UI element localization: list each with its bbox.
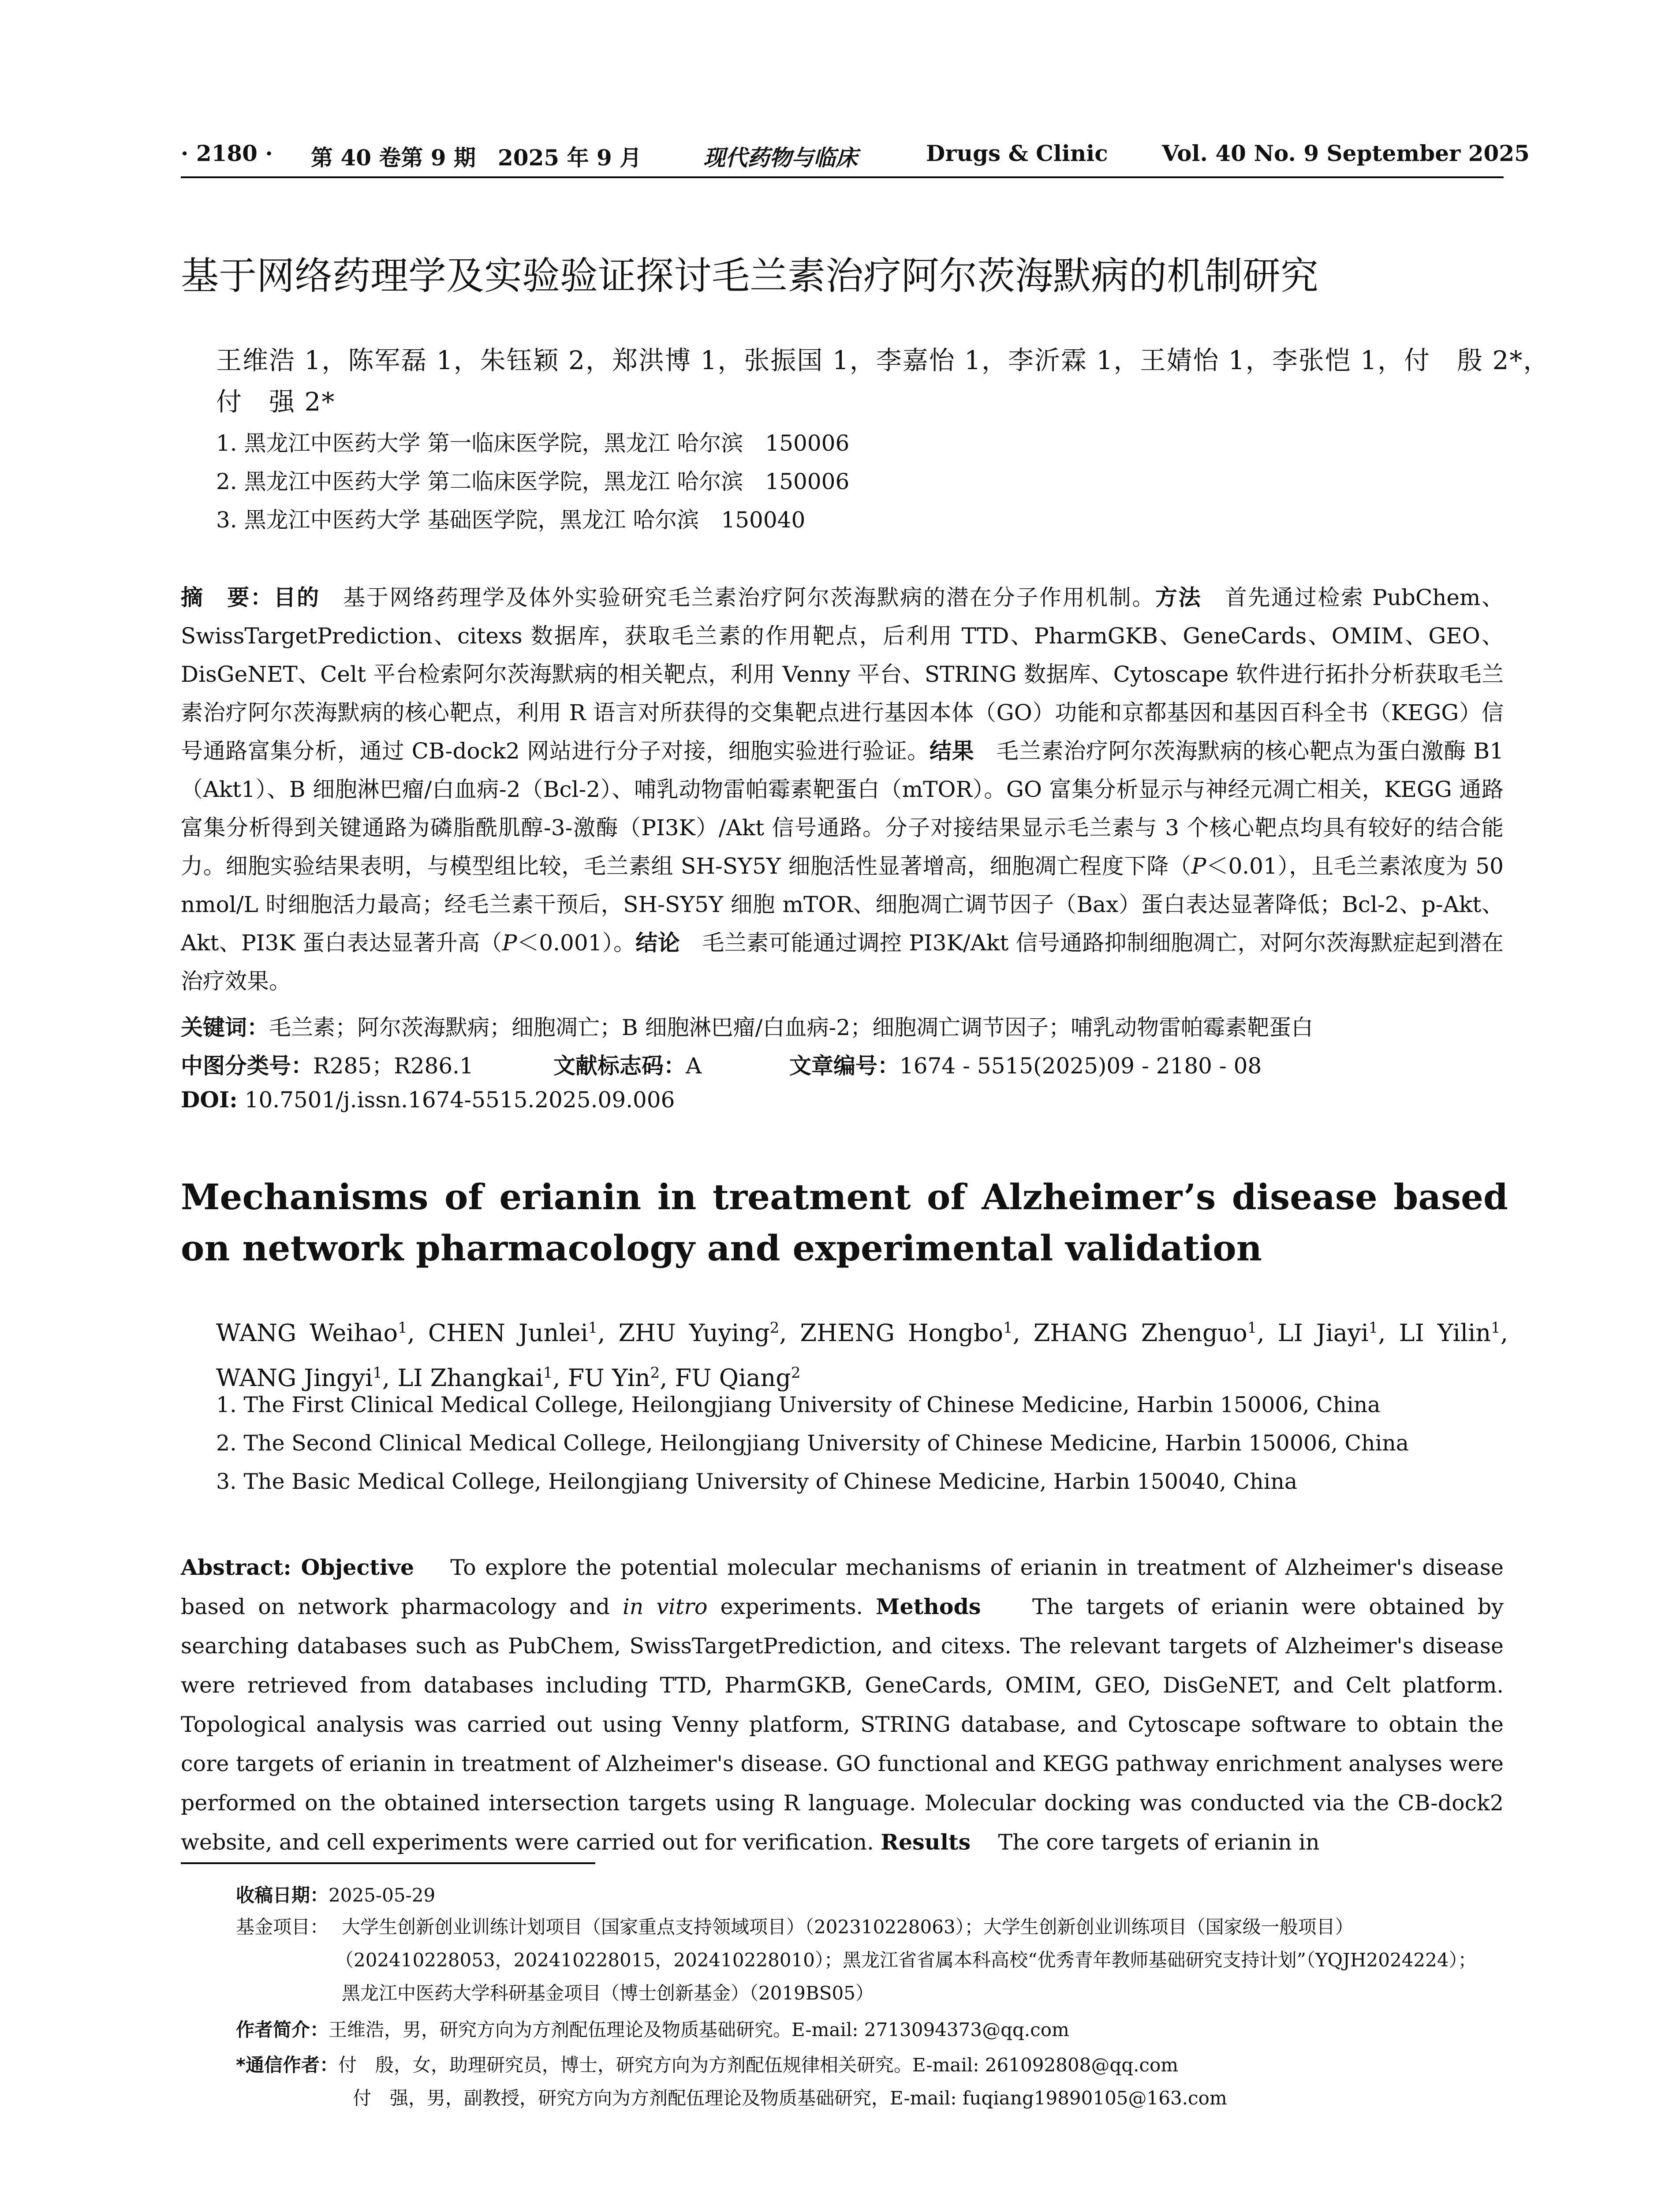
fund-line: 大学生创新创业训练计划项目（国家重点支持领域项目）（202310228063）；大学生创新创业训练项目（国家级一般项目） bbox=[342, 1916, 1354, 1938]
en-in-vitro: in vitro bbox=[623, 1594, 708, 1619]
p-symbol: P bbox=[502, 930, 517, 956]
p-symbol: P bbox=[1191, 853, 1206, 879]
cn-article-no-value: 1674 - 5515(2025)09 - 2180 - 08 bbox=[900, 1053, 1262, 1079]
cn-clc bbox=[181, 1048, 474, 1080]
en-methods-text: The targets of erianin were obtained by searching databases such as PubChem, SwissTargetPrediction, and citexs. The relevant targets of Alzheimer's disease were retrieved from databases including TTD, PharmGKB, GeneCards, OMIM, GEO, DisGeNET, and Celt platform. Topological analysis was carried out using Venny platform, STRING database, and Cytoscape software to obtain the core targets of erianin in treatment of Alzheimer's disease. GO functional and KEGG pathway enrichment analyses were performed on the obtained intersection targets using R language. Molecular docking was conducted via the CB-dock2 website, and cell experiments were carried out for verification. bbox=[181, 1594, 1504, 1855]
en-abstract-label: Abstract: Objective bbox=[181, 1555, 414, 1580]
cn-results-text: ＜0.01），且毛兰素浓度为 50 nmol/L 时细胞活力最高；经毛兰素干预后，SH-SY5Y 细胞 mTOR、细胞凋亡调节因子（Bax）蛋白表达显著降低；Bcl-2、p-Akt、Akt、PI3K 蛋白表达显著升高（ bbox=[181, 853, 1504, 956]
cn-methods-text: 首先通过检索 PubChem、SwissTargetPrediction、citexs 数据库，获取毛兰素的作用靶点，后利用 TTD、PharmGKB、GeneCards、OMIM、GEO、DisGeNET、Celt 平台检索阿尔茨海默病的相关靶点，利用 Venny 平台、STRING 数据库、Cytoscape 软件进行拓扑分析获取毛兰素治疗阿尔茨海默病的核心靶点，利用 R 语言对所获得的交集靶点进行基因本体（GO）功能和京都基因和基因百科全书（KEGG）信号通路富集分析，通过 CB-dock2 网站进行分子对接，细胞实验进行验证。 bbox=[181, 585, 1504, 764]
cn-conclusion-text: 毛兰素可能通过调控 PI3K/Akt 信号通路抑制细胞凋亡，对阿尔茨海默症起到潜在治疗效果。 bbox=[181, 930, 1504, 994]
en-author-name: CHEN Junlei bbox=[428, 1319, 588, 1347]
en-author-name: FU Qiang bbox=[675, 1364, 791, 1392]
footnote-fund-label: 基金项目： bbox=[236, 1916, 329, 1938]
en-author bbox=[675, 1364, 801, 1392]
en-author bbox=[1399, 1319, 1501, 1347]
issue-info: 第 40 卷第 9 期 2025 年 9 月 bbox=[311, 145, 642, 171]
journal-name-cn: 现代药物与临床 bbox=[703, 145, 858, 171]
cn-doi-value: 10.7501/j.issn.1674-5515.2025.09.006 bbox=[244, 1087, 675, 1113]
en-author-name: FU Yin bbox=[567, 1364, 650, 1392]
volume-info-en: Vol. 40 No. 9 September 2025 bbox=[1162, 140, 1530, 166]
en-author-name: ZHANG Zhenguo bbox=[1033, 1319, 1247, 1347]
en-author-affiliation-mark: 1 bbox=[398, 1319, 407, 1337]
footnote-rule bbox=[181, 1862, 595, 1864]
en-author-affiliation-mark: 1 bbox=[1491, 1319, 1501, 1337]
footnote-corresponding bbox=[236, 2051, 1178, 2077]
en-abstract bbox=[181, 1548, 1504, 1862]
cn-affiliation: 2. 黑龙江中医药大学 第二临床医学院，黑龙江 哈尔滨 150006 bbox=[216, 469, 850, 494]
cn-keywords bbox=[181, 1010, 1313, 1042]
cn-title: 基于网络药理学及实验验证探讨毛兰素治疗阿尔茨海默病的机制研究 bbox=[181, 254, 1318, 298]
en-author-affiliation-mark: 1 bbox=[373, 1364, 383, 1382]
journal-name-en: Drugs & Clinic bbox=[926, 140, 1108, 166]
cn-doc-code-label: 文献标志码： bbox=[553, 1053, 686, 1079]
cn-results-text: 毛兰素治疗阿尔茨海默病的核心靶点为蛋白激酶 B1（Akt1）、B 细胞淋巴瘤/白血病-2（Bcl-2）、哺乳动物雷帕霉素靶蛋白（mTOR）。GO 富集分析显示与神经元凋亡相关，KEGG 通路富集分析得到关键通路为磷脂酰肌醇-3-激酶（PI3K）/Akt 信号通路。分子对接结果显示毛兰素与 3 个核心靶点均具有较好的结合能力。细胞实验结果表明，与模型组比较，毛兰素组 SH-SY5Y 细胞活性显著增高，细胞凋亡程度下降（ bbox=[181, 738, 1504, 879]
en-author-affiliation-mark: 1 bbox=[588, 1319, 598, 1337]
fund-line: （202410228053，202410228015，202410228010）；黑龙江省省属本科高校“优秀青年教师基础研究支持计划”（YQJH2024224）； bbox=[335, 1949, 1477, 1971]
en-author-name: LI Zhangkai bbox=[397, 1364, 543, 1392]
cn-methods-label: 方法 bbox=[1155, 585, 1202, 610]
cn-doc-code-value: A bbox=[686, 1053, 702, 1079]
cn-keywords-text: 毛兰素；阿尔茨海默病；细胞凋亡；B 细胞淋巴瘤/白血病-2；细胞凋亡调节因子；哺乳动物雷帕霉素靶蛋白 bbox=[269, 1015, 1314, 1040]
cn-affiliation: 3. 黑龙江中医药大学 基础医学院，黑龙江 哈尔滨 150040 bbox=[216, 507, 806, 533]
en-author-name: LI Yilin bbox=[1399, 1319, 1491, 1347]
en-author-affiliation-mark: 2 bbox=[791, 1364, 801, 1382]
cn-doi bbox=[181, 1087, 675, 1113]
cn-abstract bbox=[181, 579, 1504, 1001]
en-author bbox=[216, 1364, 382, 1392]
cn-results-text: ＜0.001）。 bbox=[517, 930, 636, 956]
cn-abstract-label: 摘 要： bbox=[181, 585, 274, 610]
en-author-affiliation-mark: 2 bbox=[650, 1364, 660, 1382]
en-authors: WANG Weihao$^1$, CHEN Junlei$^1$, ZHU Yuying$^2$, ZHENG Hongbo$^1$, ZHANG Zhenguo$^1$, LI Jiayi$^1$, LI Yilin$^1$, WANG Jingyi$^1$, LI Zhangkai$^1$, FU Yin$^2$, FU Qiang$^2$ bbox=[216, 1319, 1508, 1392]
en-author-affiliation-mark: 1 bbox=[543, 1364, 553, 1382]
cn-article-no bbox=[789, 1048, 1262, 1080]
cn-keywords-label: 关键词： bbox=[181, 1015, 269, 1040]
en-results-label: Results bbox=[881, 1829, 971, 1855]
en-author bbox=[428, 1319, 597, 1347]
cn-results-label: 结果 bbox=[929, 738, 974, 764]
corr-line: 付 强，男，副教授，研究方向为方剂配伍理论及物质基础研究，E-mail: fuqiang19890105@163.com bbox=[353, 2087, 1227, 2109]
en-author-name: WANG Jingyi bbox=[216, 1364, 373, 1392]
en-author-affiliation-mark: 2 bbox=[769, 1319, 780, 1337]
author-label: 作者简介： bbox=[236, 2019, 329, 2041]
corr-line: 付 殷，女，助理研究员，博士，研究方向为方剂配伍规律相关研究。E-mail: 261092808@qq.com bbox=[338, 2054, 1179, 2076]
en-results-text: The core targets of erianin in bbox=[998, 1830, 1320, 1855]
cn-conclusion-label: 结论 bbox=[635, 930, 680, 956]
en-author-affiliation-mark: 1 bbox=[1368, 1319, 1378, 1337]
en-author-affiliation-mark: 1 bbox=[1247, 1319, 1257, 1337]
cn-authors-line2: 付 强 2* bbox=[216, 387, 336, 417]
received-label: 收稿日期： bbox=[236, 1884, 329, 1906]
en-author-name: WANG Weihao bbox=[216, 1319, 398, 1347]
en-author-name: ZHENG Hongbo bbox=[800, 1319, 1003, 1347]
en-author-name: ZHU Yuying bbox=[618, 1319, 770, 1347]
author-text: 王维浩，男，研究方向为方剂配伍理论及物质基础研究。E-mail: 2713094373@qq.com bbox=[329, 2019, 1069, 2041]
en-methods-label: Methods bbox=[876, 1594, 981, 1619]
cn-affiliation: 1. 黑龙江中医药大学 第一临床医学院，黑龙江 哈尔滨 150006 bbox=[216, 430, 850, 456]
en-affiliation: 1. The First Clinical Medical College, Heilongjiang University of Chinese Medicine, Harbin 150006, China bbox=[216, 1392, 1381, 1417]
en-author-name: LI Jiayi bbox=[1277, 1319, 1369, 1347]
fund-line: 黑龙江中医药大学科研基金项目（博士创新基金）（2019BS05） bbox=[342, 1982, 874, 2004]
en-author bbox=[397, 1364, 553, 1392]
header-rule bbox=[181, 176, 1504, 178]
page-number: · 2180 · bbox=[181, 140, 273, 166]
en-title: Mechanisms of erianin in treatment of Alzheimer’s disease based on network pharmacology and experimental validation bbox=[181, 1176, 1508, 1269]
received-date: 2025-05-29 bbox=[329, 1884, 436, 1906]
en-author bbox=[1278, 1319, 1378, 1347]
en-author bbox=[568, 1364, 660, 1392]
en-author bbox=[619, 1319, 780, 1347]
en-affiliation: 3. The Basic Medical College, Heilongjiang University of Chinese Medicine, Harbin 150040, China bbox=[216, 1469, 1298, 1494]
en-author bbox=[800, 1319, 1013, 1347]
footnote-received bbox=[236, 1881, 435, 1907]
corr-label: *通信作者： bbox=[236, 2054, 338, 2076]
cn-clc-label: 中图分类号： bbox=[181, 1053, 313, 1079]
cn-article-no-label: 文章编号： bbox=[789, 1053, 900, 1079]
cn-objective-label: 目的 bbox=[273, 585, 320, 610]
cn-authors-line1: 王维浩 1，陈军磊 1，朱钰颖 2，郑洪博 1，张振国 1，李嘉怡 1，李沂霖 1，王婧怡 1，李张恺 1，付 殷 2*， bbox=[216, 345, 1550, 375]
en-objective-text: experiments. bbox=[720, 1594, 863, 1619]
cn-objective-text: 基于网络药理学及体外实验研究毛兰素治疗阿尔茨海默病的潜在分子作用机制。 bbox=[343, 585, 1156, 610]
en-objective-text: To explore the potential molecular mechanisms of erianin in treatment of Alzheimer's disease based on network pharmacology and bbox=[181, 1555, 1504, 1619]
cn-authors bbox=[216, 340, 1550, 422]
en-affiliation: 2. The Second Clinical Medical College, Heilongjiang University of Chinese Medicine, Harbin 150006, China bbox=[216, 1431, 1409, 1456]
footnote-author bbox=[236, 2015, 1069, 2042]
cn-doc-code bbox=[553, 1048, 702, 1080]
cn-clc-value: R285；R286.1 bbox=[313, 1053, 474, 1079]
cn-doi-label: DOI: bbox=[181, 1087, 238, 1113]
en-author bbox=[1034, 1319, 1257, 1347]
en-author-affiliation-mark: 1 bbox=[1003, 1319, 1013, 1337]
en-author bbox=[216, 1319, 407, 1347]
